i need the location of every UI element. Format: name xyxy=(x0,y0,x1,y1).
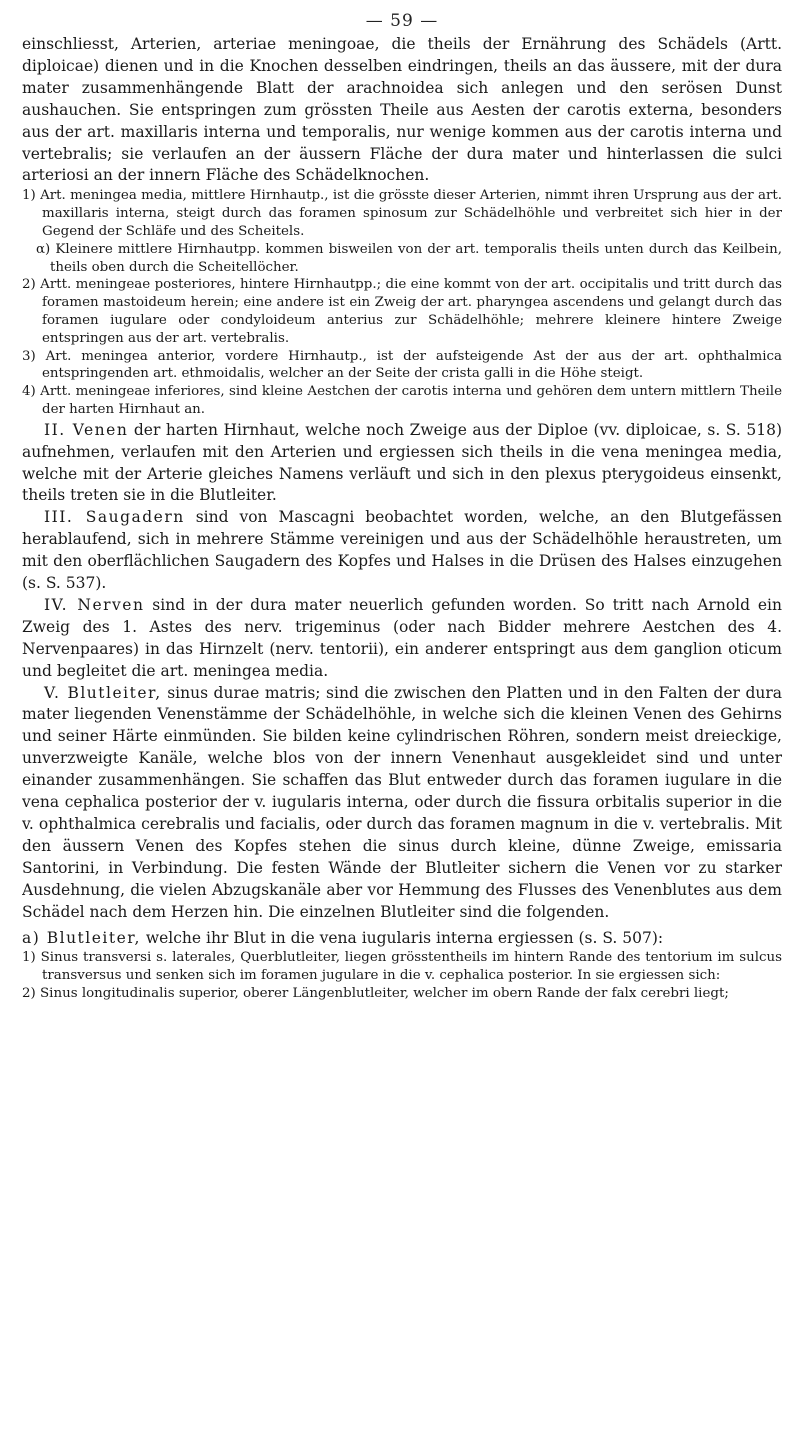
sinus-list xyxy=(22,949,782,1002)
meningeal-arteries-list xyxy=(22,187,782,418)
intro-paragraph: einschliesst, Arterien, arteriae meningoae, die theils der Ernährung des Schädels (Artt. diploicae) dienen und in die Knochen desselben eindringen, theils an das äussere, mit der dura mater zusammenhängende Blatt der arachnoidea sich anlegen und den serösen Dunst aushauchen. Sie entspringen zum grössten Theile aus Aesten der carotis externa, besonders aus der art. maxillaris interna und temporalis, nur wenige kommen aus der carotis interna und vertebralis; sie verlaufen an der äussern Fläche der dura mater und hinterlassen die sulci arteriosi an der innern Fläche des Schädelknochen. xyxy=(22,35,782,185)
section-title: II. Venen xyxy=(44,420,129,439)
sinus-item-longitudinalis: 2) Sinus longitudinalis superior, oberer Längenblutleiter, welcher im obern Rande der falx cerebri liegt; xyxy=(22,986,729,1002)
sinus-item-transversi: 1) Sinus transversi s. laterales, Querblutleiter, liegen grösstentheils im hintern Rande des tentorium im sulcus transversus und senken sich im foramen jugulare in die v. cephalica posterior. In sie ergiessen sich: xyxy=(22,950,782,984)
subsection-title: a) Blutleiter, xyxy=(22,928,141,947)
section-text: sind von Mascagni beobachtet worden, welche, an den Blutgefässen herablaufend, sich in mehrere Stämme vereinigen und aus der Schädelhöhle heraustreten, um mit den oberflächlichen Saugadern des Kopfes und Halses in die Drüsen des Halses einzugehen (s. S. 537). xyxy=(22,508,782,593)
subsection-a xyxy=(22,928,782,950)
section-nerven xyxy=(22,595,782,683)
page-number: — 59 — xyxy=(365,11,439,31)
artery-item-posteriores: 2) Artt. meningeae posteriores, hintere Hirnhautpp.; die eine kommt von der art. occipitalis und tritt durch das foramen mastoideum herein; eine andere ist ein Zweig der art. pharyngea ascendens und gelangt durch das foramen iugulare oder condyloideum anterius zur Schädelhöhle; mehrere kleinere hintere Zweige entspringen aus der art. vertebralis. xyxy=(22,277,782,346)
section-venen xyxy=(22,420,782,508)
section-text: sind in der dura mater neuerlich gefunden worden. So tritt nach Arnold ein Zweig des 1. Astes des nerv. trigeminus (oder nach Bidder mehrere Aestchen des 4. Nervenpaares) in das Hirnzelt (nerv. tentorii), ein anderer entspringt aus dem ganglion oticum und begleitet die art. meningea media. xyxy=(22,595,782,680)
artery-item-anterior: 3) Art. meningea anterior, vordere Hirnhautp., ist der aufsteigende Ast der aus der art. ophthalmica entspringenden art. ethmoidalis, welcher an der Seite der crista galli in die Höhe steigt. xyxy=(22,348,782,382)
book-page xyxy=(22,8,782,1440)
section-text: sinus durae matris; sind die zwischen den Platten und in den Falten der dura mater liegenden Venenstämme der Schädelhöhle, in welche sich die kleinen Venen des Gehirns und seiner Härte einmünden. Sie bilden keine cylindrischen Röhren, sondern meist dreieckige, unverzweigte Kanäle, welche blos von der innern Venenhaut ausgekleidet sind und unter einander zusammenhängen. Sie schaffen das Blut entweder durch das foramen iugulare in die vena cephalica posterior der v. iugularis interna, oder durch die fissura orbitalis superior in die v. ophthalmica cerebralis und facialis, oder durch das foramen magnum in die v. vertebralis. Mit den äussern Venen des Kopfes stehen die sinus durch kleine, dünne Zweige, emissaria Santorini, in Verbindung. Die festen Wände der Blutleiter sichern die Venen vor zu starker Ausdehnung, die vielen Abzugskanäle aber vor Hemmung des Flusses des Venenblutes aus dem Schädel nach dem Herzen hin. Die einzelnen Blutleiter sind die folgenden. xyxy=(22,683,782,921)
subsection-text: welche ihr Blut in die vena iugularis interna ergiessen (s. S. 507): xyxy=(145,928,664,947)
artery-subitem-temporalis: α) Kleinere mittlere Hirnhautpp. kommen bisweilen von der art. temporalis theils unten durch das Keilbein, theils oben durch die Scheitellöcher. xyxy=(36,241,782,275)
artery-item-inferiores: 4) Artt. meningeae inferiores, sind kleine Aestchen der carotis interna und gehören dem untern mittlern Theile der harten Hirnhaut an. xyxy=(22,384,782,417)
section-title: V. Blutleiter, xyxy=(44,683,162,702)
section-saugadern xyxy=(22,507,782,595)
artery-item-media: 1) Art. meningea media, mittlere Hirnhautp., ist die grösste dieser Arterien, nimmt ihren Ursprung aus der art. maxillaris interna, steigt durch das foramen spinosum zur Schädelhöhle und verbreitet sich hier in der Gegend der Schläfe und des Scheitels. xyxy=(22,188,782,239)
section-text: der harten Hirnhaut, welche noch Zweige aus der Diploe (vv. diploicae, s. S. 518) aufnehmen, verlaufen mit den Arterien und ergiessen sich theils in die vena meningea media, welche mit der Arterie gleiches Namens verläuft und sich in den plexus pterygoideus einsenkt, theils treten sie in die Blutleiter. xyxy=(22,420,782,505)
section-blutleiter xyxy=(22,683,782,924)
section-title: III. Saugadern xyxy=(44,508,185,527)
section-title: IV. Nerven xyxy=(44,595,145,614)
